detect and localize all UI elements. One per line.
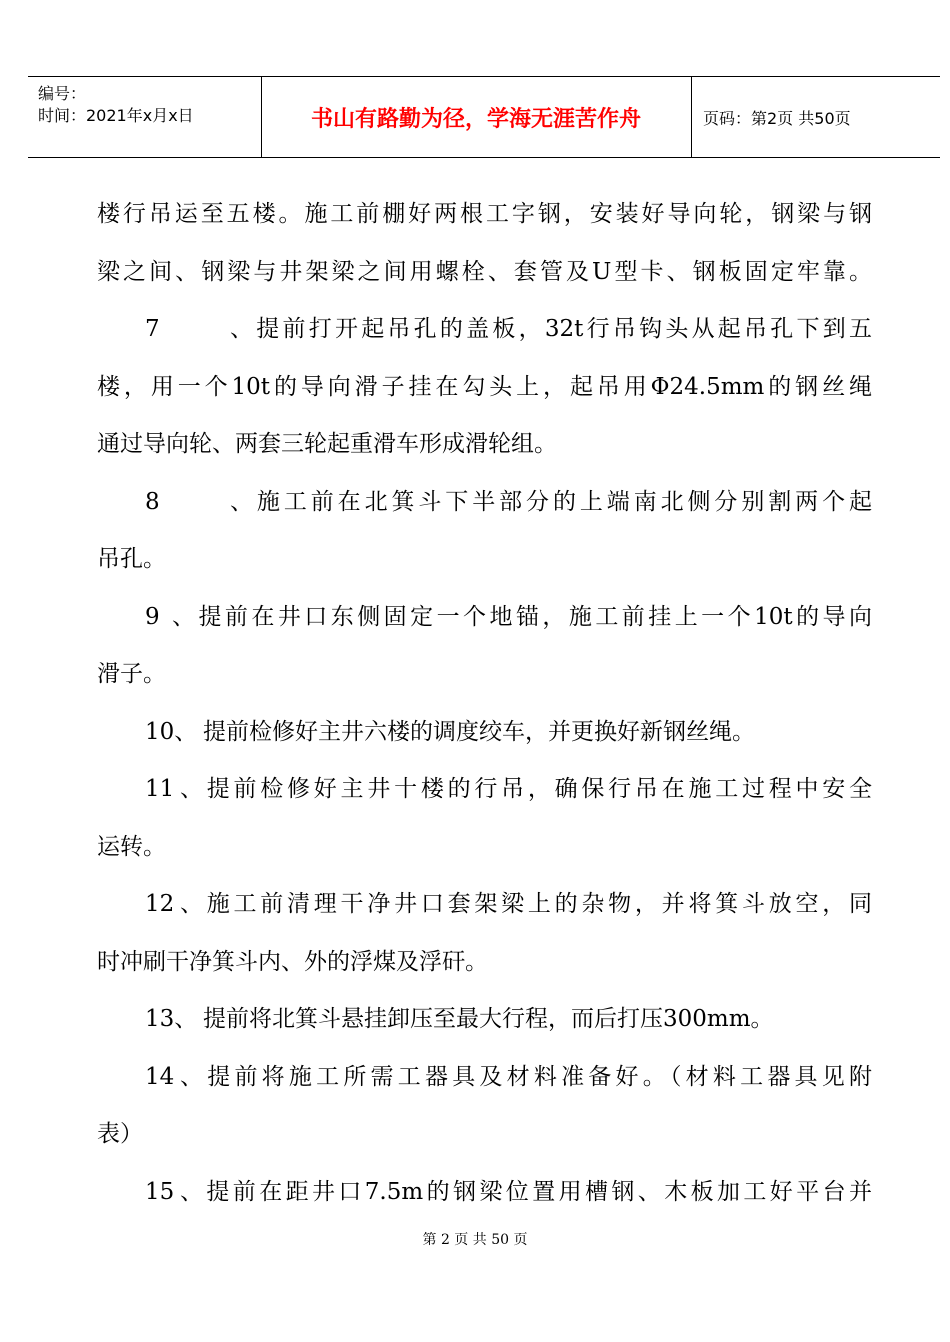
- item-number: 11、: [145, 776, 203, 802]
- body-line: 提前检修好主井十楼的行吊，确保行吊在施工过程中安全: [203, 776, 872, 802]
- item-number: 12、: [145, 891, 203, 917]
- body-line: 提前将施工所需工器具及材料准备好。（材料工器具见附: [203, 1063, 872, 1090]
- body-line: 提前检修好主井六楼的调度绞车，并更换好新钢丝绳。: [203, 718, 755, 745]
- time-label: 时间：2021年x月x日: [38, 106, 194, 125]
- body-line: 楼，用一个10t的导向滑子挂在勾头上，起吊用Φ24.5mm的钢丝绳: [97, 373, 872, 400]
- list-item-14: [97, 1049, 872, 1107]
- body-line: 提前打开起吊孔的盖板，32t行吊钩头从起吊孔下到五: [253, 316, 872, 342]
- list-item-15: [97, 1164, 872, 1222]
- header-motto: 书山有路勤为径，学海无涯苦作舟: [310, 106, 641, 132]
- list-item-12: [97, 876, 872, 934]
- header-meta: [38, 83, 194, 127]
- page-footer: 第 2 页 共 50 页: [422, 1232, 528, 1248]
- document-body: [97, 186, 872, 1221]
- body-line: 提前在井口东侧固定一个地锚，施工前挂上一个10t的导向: [195, 603, 872, 630]
- body-line: 时冲刷干净箕斗内、外的浮煤及浮矸。: [97, 948, 488, 975]
- body-line: 楼行吊运至五楼。施工前棚好两根工字钢，安装好导向轮，钢梁与钢: [97, 201, 872, 227]
- body-line: 提前在距井口7.5m的钢梁位置用槽钢、木板加工好平台并: [203, 1178, 872, 1205]
- item-number: 13、: [145, 1006, 198, 1032]
- list-item-10: [97, 704, 872, 762]
- page-header: [28, 76, 940, 158]
- item-number: 7、: [145, 316, 253, 342]
- body-line: 提前将北箕斗悬挂卸压至最大行程，而后打压300mm。: [203, 1006, 774, 1032]
- body-line: 运转。: [97, 833, 166, 860]
- body-line: 表）: [97, 1121, 143, 1147]
- body-line: 施工前清理干净井口套架梁上的杂物，并将箕斗放空，同: [203, 891, 872, 917]
- body-line: 吊孔。: [97, 546, 166, 572]
- list-item-9: [97, 589, 872, 647]
- item-number: 15、: [145, 1178, 203, 1205]
- header-page-info: 页码：第2页 共50页: [703, 108, 851, 128]
- number-label: 编号：: [38, 84, 87, 103]
- list-item-11: [97, 761, 872, 819]
- list-item-8: [97, 474, 872, 532]
- body-line: 通过导向轮、两套三轮起重滑车形成滑轮组。: [97, 431, 557, 457]
- item-number: 9、: [145, 603, 195, 630]
- item-number: 14、: [145, 1063, 203, 1090]
- item-number: 8、: [145, 488, 253, 515]
- body-line: 梁之间、钢梁与井架梁之间用螺栓、套管及U型卡、钢板固定牢靠。: [97, 258, 872, 285]
- item-number: 10、: [145, 718, 198, 745]
- list-item-7: [97, 301, 872, 359]
- header-divider: [691, 77, 692, 157]
- list-item-13: [97, 991, 872, 1049]
- body-line: 滑子。: [97, 661, 166, 687]
- body-line: 施工前在北箕斗下半部分的上端南北侧分别割两个起: [253, 488, 872, 515]
